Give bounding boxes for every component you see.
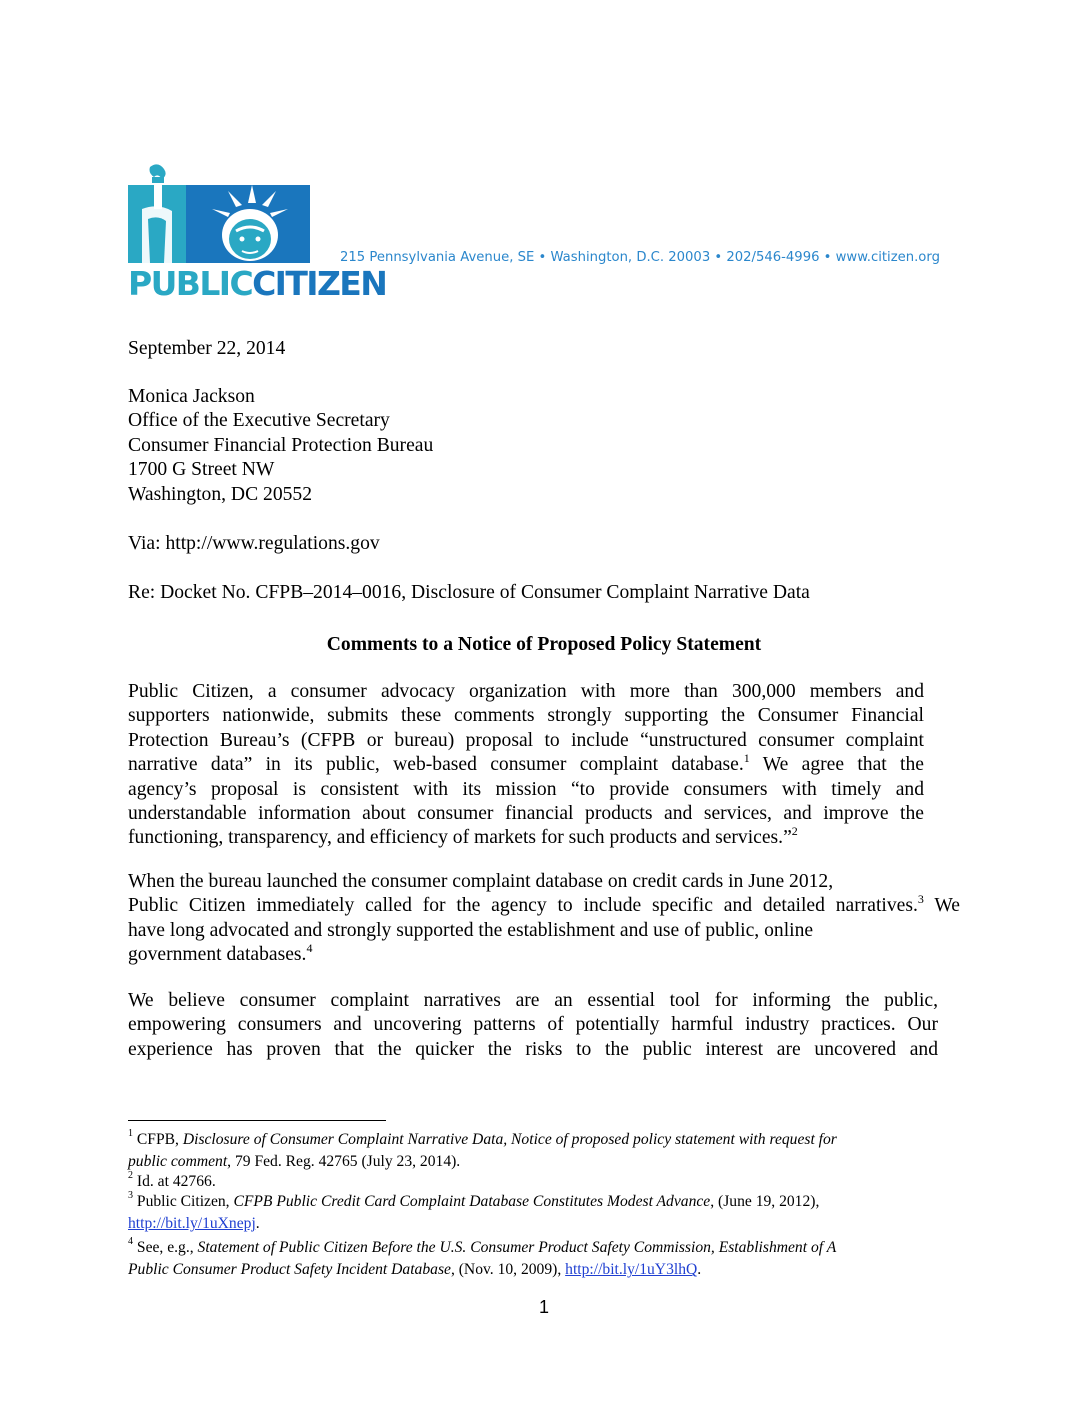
footnote-1-number: 1: [128, 1127, 133, 1139]
recipient-street: 1700 G Street NW: [128, 459, 275, 481]
footnote-4: [128, 1237, 968, 1282]
footnote-4-period: .: [697, 1261, 702, 1279]
statue-of-liberty-logo-icon: [128, 163, 310, 263]
footnote-1-title-cont: public comment: [128, 1153, 228, 1171]
footnote-4-number: 4: [128, 1235, 133, 1247]
footnote-1: [128, 1129, 968, 1174]
p1-line-text: functioning, transparency, and efficiency of markets for such products and services.”: [128, 827, 792, 849]
footnote-1-lead: CFPB,: [133, 1131, 183, 1148]
re-line: [128, 581, 968, 605]
p2-line: [128, 940, 960, 967]
footnote-4-link[interactable]: http://bit.ly/1uY3lhQ: [565, 1261, 698, 1279]
paragraph-1: [128, 680, 924, 851]
footnote-4-lead: See, e.g.,: [133, 1239, 198, 1256]
page-number: 1: [538, 1297, 549, 1317]
footnote-4-date: , (Nov. 10, 2009),: [450, 1261, 566, 1279]
footnote-3: [128, 1191, 968, 1236]
footnote-3-date: , (June 19, 2012),: [710, 1193, 820, 1210]
recipient-agency: Consumer Financial Protection Bureau: [128, 434, 434, 456]
footnote-3-period: .: [255, 1215, 260, 1233]
p1-line: agency’s proposal is consistent with its mission “to provide consumers with timely and: [128, 778, 924, 800]
date-text: September 22, 2014: [128, 338, 286, 359]
p3-line: We believe consumer complaint narratives are an essential tool for informing the public,: [128, 990, 938, 1011]
p2-line-tail: We: [923, 895, 960, 917]
re-text: Re: Docket No. CFPB–2014–0016, Disclosure of Consumer Complaint Narrative Data: [128, 582, 810, 603]
letterhead-address: 215 Pennsylvania Avenue, SE • Washington, D.C. 20003 • 202/546-4996 • www.citizen.org: [340, 250, 940, 265]
footnote-ref-2: 2: [791, 823, 798, 838]
public-citizen-logo: [128, 163, 387, 308]
footnote-4-title: Statement of Public Citizen Before the U.S. Consumer Product Safety Commission, Establishment of A: [197, 1239, 837, 1256]
p3-line: empowering consumers and uncovering patterns of potentially harmful industry practices. Our: [128, 1014, 938, 1036]
p1-line: [128, 750, 924, 777]
footnote-separator: [128, 1120, 386, 1121]
recipient-address-block: [128, 385, 968, 507]
footnote-1-citation: , 79 Fed. Reg. 42765 (July 23, 2014).: [227, 1153, 461, 1171]
logo-word-citizen: CITIZEN: [252, 264, 387, 303]
p1-line: understandable information about consumer financial products and services, and improve the: [128, 803, 924, 825]
footnote-2-number: 2: [128, 1169, 133, 1181]
p1-line: supporters nationwide, submits these comments strongly supporting the Consumer Financial: [128, 705, 924, 727]
letter-date: [128, 337, 968, 361]
p2-line: When the bureau launched the consumer complaint database on credit cards in June 2012,: [128, 871, 834, 892]
p1-line-tail: We agree that the: [749, 754, 924, 776]
paragraph-2: [128, 870, 960, 968]
footnote-4-title-cont: Public Consumer Product Safety Incident Database: [128, 1261, 451, 1279]
p2-line-text: government databases.: [128, 944, 307, 966]
footnote-3-lead: Public Citizen,: [133, 1193, 234, 1210]
via-line: [128, 532, 968, 556]
footnote-1-title: Disclosure of Consumer Complaint Narrative Data, Notice of proposed policy statement with request for: [182, 1131, 837, 1148]
footnote-ref-1: 1: [743, 750, 750, 765]
logo-word-public: PUBLIC: [128, 264, 253, 303]
p2-line: have long advocated and strongly supported the establishment and use of public, online: [128, 919, 814, 941]
footnote-3-number: 3: [128, 1189, 133, 1201]
p1-line: [128, 823, 924, 850]
document-title: Comments to a Notice of Proposed Policy Statement: [326, 634, 762, 655]
footnote-3-title: CFPB Public Credit Card Complaint Database Constitutes Modest Advance: [233, 1193, 711, 1210]
footnote-2-text: Id. at 42766.: [133, 1173, 216, 1190]
footnote-ref-4: 4: [306, 940, 313, 955]
p1-line: Protection Bureau’s (CFPB or bureau) proposal to include “unstructured consumer complaint: [128, 729, 924, 751]
footnote-3-link[interactable]: http://bit.ly/1uXnepj: [128, 1215, 256, 1233]
recipient-office: Office of the Executive Secretary: [128, 410, 390, 432]
logo-wordmark: [128, 261, 387, 307]
recipient-city: Washington, DC 20552: [128, 483, 313, 505]
recipient-name: Monica Jackson: [128, 386, 255, 407]
via-text: Via: http://www.regulations.gov: [128, 533, 380, 554]
p2-line: [128, 891, 960, 918]
p1-line-text: narrative data” in its public, web-based consumer complaint database.: [128, 754, 744, 776]
p1-line: Public Citizen, a consumer advocacy organization with more than 300,000 members and: [128, 681, 924, 702]
footnote-ref-3: 3: [917, 891, 924, 906]
paragraph-3: [128, 989, 938, 1062]
p3-line: experience has proven that the quicker the risks to the public interest are uncovered and: [128, 1038, 938, 1060]
p2-line-text: Public Citizen immediately called for the agency to include specific and detailed narratives.: [128, 895, 918, 917]
